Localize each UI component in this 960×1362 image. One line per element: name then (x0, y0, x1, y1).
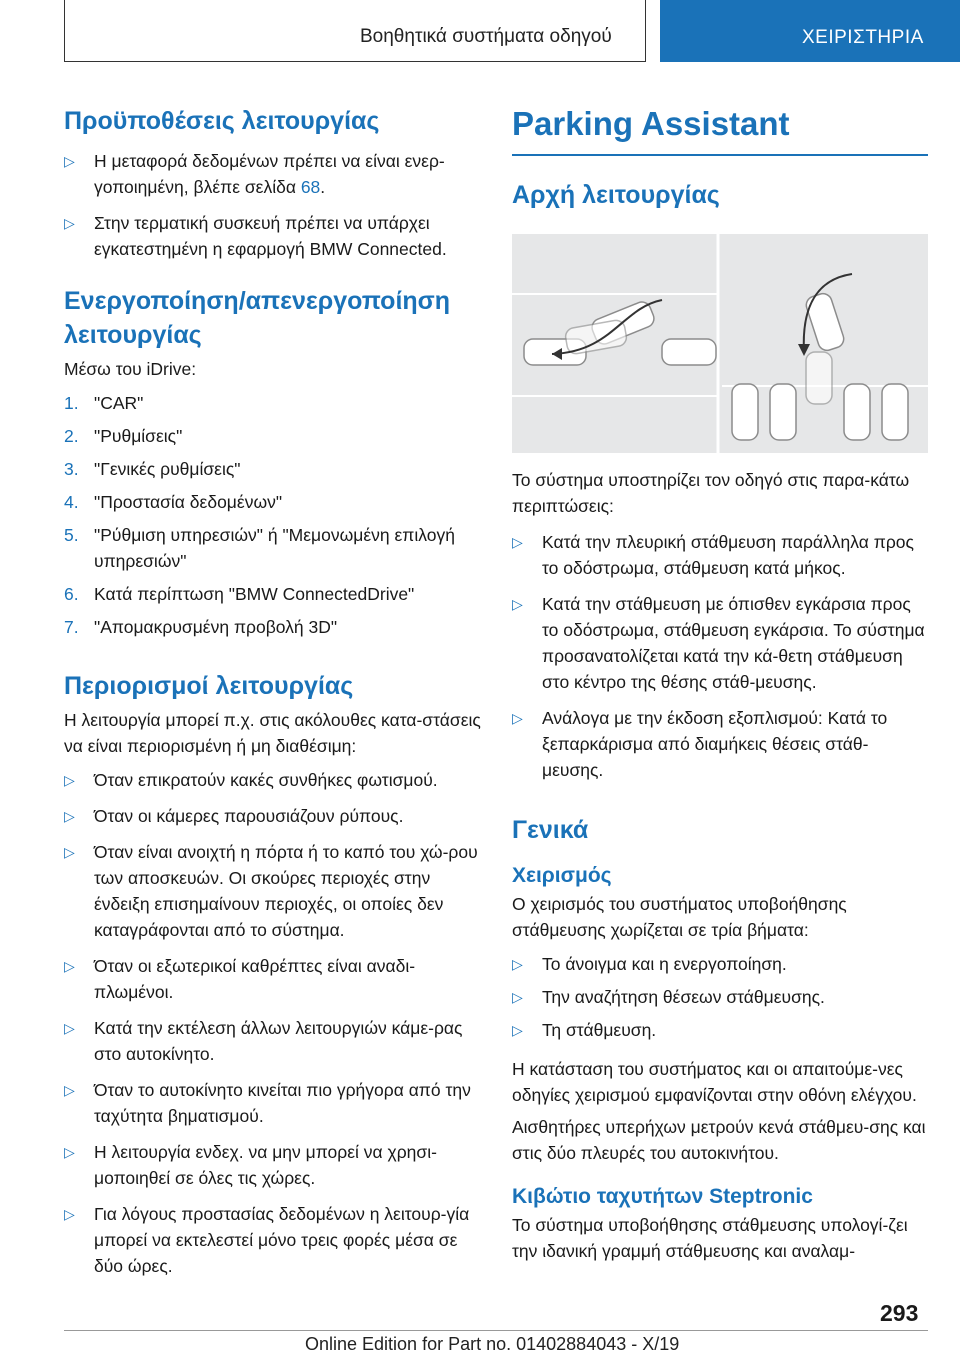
general-heading: Γενικά (512, 815, 589, 844)
parking-illustration (512, 234, 928, 453)
step-number: 2. (64, 426, 79, 446)
paragraph: Αισθητήρες υπερήχων μετρούν κενά στάθμευ-σης και στις δύο πλευρές του αυτοκινήτου. (512, 1116, 926, 1163)
bullet-triangle-icon: ▷ (64, 808, 75, 824)
bullet-triangle-icon: ▷ (512, 955, 523, 972)
list-item: ▷ Η λειτουργία ενδεχ. να μην μπορεί να χρησι-μοποιηθεί σε όλες τις χώρες. (64, 1139, 484, 1191)
step-item (64, 581, 484, 607)
limitations-heading: Περιορισμοί λειτουργίας (64, 672, 354, 700)
step-item (64, 489, 484, 515)
activation-intro: Μέσω του iDrive: (64, 359, 197, 379)
bullet-triangle-icon: ▷ (64, 1020, 75, 1036)
bullet-triangle-icon: ▷ (64, 772, 75, 788)
page-title: Parking Assistant (512, 105, 790, 142)
parking-diagram-icon (512, 234, 928, 453)
principle-heading: Αρχή λειτουργίας (512, 180, 720, 209)
step-number: 7. (64, 617, 79, 637)
page-number: 293 (880, 1300, 919, 1326)
list-item: ▷ Όταν οι εξωτερικοί καθρέπτες είναι αναδι-πλωμένοι. (64, 953, 484, 1005)
step-number: 3. (64, 459, 79, 479)
bullet-triangle-icon: ▷ (512, 595, 523, 612)
footer-text: Online Edition for Part no. 01402884043 - X/19 (305, 1334, 680, 1354)
paragraph: Η κατάσταση του συστήματος και οι απαιτούμε-νες οδηγίες χειρισμού εμφανίζονται στην οθόνη ελέγχου. (512, 1058, 917, 1105)
right-column (512, 104, 928, 1264)
paragraph: Το σύστημα υποβοήθησης στάθμευσης υπολογί-ζει την ιδανική γραμμή στάθμευσης και αναλαμ- (512, 1214, 908, 1261)
step-number: 6. (64, 584, 79, 604)
bullet-triangle-icon: ▷ (64, 958, 75, 974)
operation-intro: Ο χειρισμός του συστήματος υποβοήθησης στάθμευσης χωρίζεται σε τρία βήματα: (512, 893, 847, 940)
header-section-title: Βοηθητικά συστήματα οδηγού (360, 26, 612, 47)
bullet-triangle-icon: ▷ (64, 153, 75, 169)
step-item (64, 423, 484, 449)
footer-divider (64, 1330, 928, 1331)
activation-steps (64, 390, 484, 640)
bullet-triangle-icon: ▷ (64, 1082, 75, 1098)
bullet-triangle-icon: ▷ (512, 1021, 523, 1038)
bullet-triangle-icon: ▷ (64, 215, 75, 231)
step-text: "Προστασία δεδομένων" (94, 492, 283, 512)
limitations-intro: Η λειτουργία μπορεί π.χ. στις ακόλουθες κατα-στάσεις να είναι περιορισμένη ή μη διαθέσιμη: (64, 710, 481, 756)
operation-heading: Χειρισμός (512, 863, 612, 887)
step-item (64, 456, 484, 482)
left-column (64, 104, 484, 1289)
step-text: "Γενικές ρυθμίσεις" (94, 459, 241, 479)
requirements-heading: Προϋποθέσεις λειτουργίας (64, 107, 380, 135)
bullet-triangle-icon: ▷ (64, 1144, 75, 1160)
step-item (64, 390, 484, 416)
bullet-triangle-icon: ▷ (512, 533, 523, 550)
activation-heading: Ενεργοποίηση/απενεργοποίηση λειτουργίας (64, 287, 451, 349)
list-item: ▷ Κατά την πλευρική στάθμευση παράλληλα προς το οδόστρωμα, στάθμευση κατά μήκος. (512, 529, 928, 581)
steptronic-heading: Κιβώτιο ταχυτήτων Steptronic (512, 1184, 813, 1208)
step-text: "Ρυθμίσεις" (94, 426, 183, 446)
list-item: ▷ Τη στάθμευση. (512, 1017, 928, 1043)
header-chapter-label: ΧΕΙΡΙΣΤΗΡΙΑ (802, 27, 924, 48)
list-item: ▷ Η μεταφορά δεδομένων πρέπει να είναι ενερ-γοποιημένη, βλέπε σελίδα 68. (64, 148, 484, 200)
list-item: ▷ Όταν επικρατούν κακές συνθήκες φωτισμού. (64, 767, 484, 793)
step-number: 5. (64, 525, 79, 545)
principle-intro: Το σύστημα υποστηρίζει τον οδηγό στις παρα-κάτω περιπτώσεις: (512, 469, 910, 516)
step-number: 1. (64, 393, 79, 413)
page-link[interactable]: 68 (300, 177, 321, 197)
principle-list (512, 529, 928, 783)
step-text: Κατά περίπτωση "BMW ConnectedDrive" (94, 584, 415, 604)
list-item: ▷ Όταν το αυτοκίνητο κινείται πιο γρήγορα από την ταχύτητα βηματισμού. (64, 1077, 484, 1129)
list-item: ▷ Ανάλογα με την έκδοση εξοπλισμού: Κατά το ξεπαρκάρισμα από διαμήκεις θέσεις στάθ-μευσης. (512, 705, 928, 783)
bullet-triangle-icon: ▷ (512, 709, 523, 726)
step-number: 4. (64, 492, 79, 512)
list-item: ▷ Όταν είναι ανοιχτή η πόρτα ή το καπό του χώ-ρου των αποσκευών. Οι σκούρες περιοχές στην ένδειξη επισημαίνουν περιοχές, οι οποίες δεν καταγράφονται από το σύστημα. (64, 839, 484, 943)
bullet-triangle-icon: ▷ (64, 844, 75, 860)
step-text: "Ρύθμιση υπηρεσιών" ή "Μεμονωμένη επιλογή υπηρεσιών" (94, 525, 455, 571)
step-text: "Απομακρυσμένη προβολή 3D" (94, 617, 338, 637)
step-text: "CAR" (94, 393, 144, 413)
bullet-triangle-icon: ▷ (512, 988, 523, 1005)
list-item: ▷ Στην τερματική συσκευή πρέπει να υπάρχει εγκατεστημένη η εφαρμογή BMW Connected. (64, 210, 484, 262)
list-item: ▷ Για λόγους προστασίας δεδομένων η λειτουρ-γία μπορεί να εκτελεστεί μόνο τρεις φορές μέσα σε δύο ώρες. (64, 1201, 484, 1279)
bullet-triangle-icon: ▷ (64, 1206, 75, 1222)
list-item: ▷ Κατά την στάθμευση με όπισθεν εγκάρσια προς το οδόστρωμα, στάθμευση εγκάρσια. Το σύστημα προσανατολίζεται κατά την κά-θετη στάθμευση στο κέντρο της θέσης στάθ-μευσης. (512, 591, 928, 695)
list-item: ▷ Κατά την εκτέλεση άλλων λειτουργιών κάμε-ρας στο αυτοκίνητο. (64, 1015, 484, 1067)
list-item: ▷ Το άνοιγμα και η ενεργοποίηση. (512, 951, 928, 977)
operation-list (512, 951, 928, 1043)
step-item (64, 522, 484, 574)
list-item: ▷ Την αναζήτηση θέσεων στάθμευσης. (512, 984, 928, 1010)
step-item (64, 614, 484, 640)
list-item: ▷ Όταν οι κάμερες παρουσιάζουν ρύπους. (64, 803, 484, 829)
limitations-list (64, 767, 484, 1279)
